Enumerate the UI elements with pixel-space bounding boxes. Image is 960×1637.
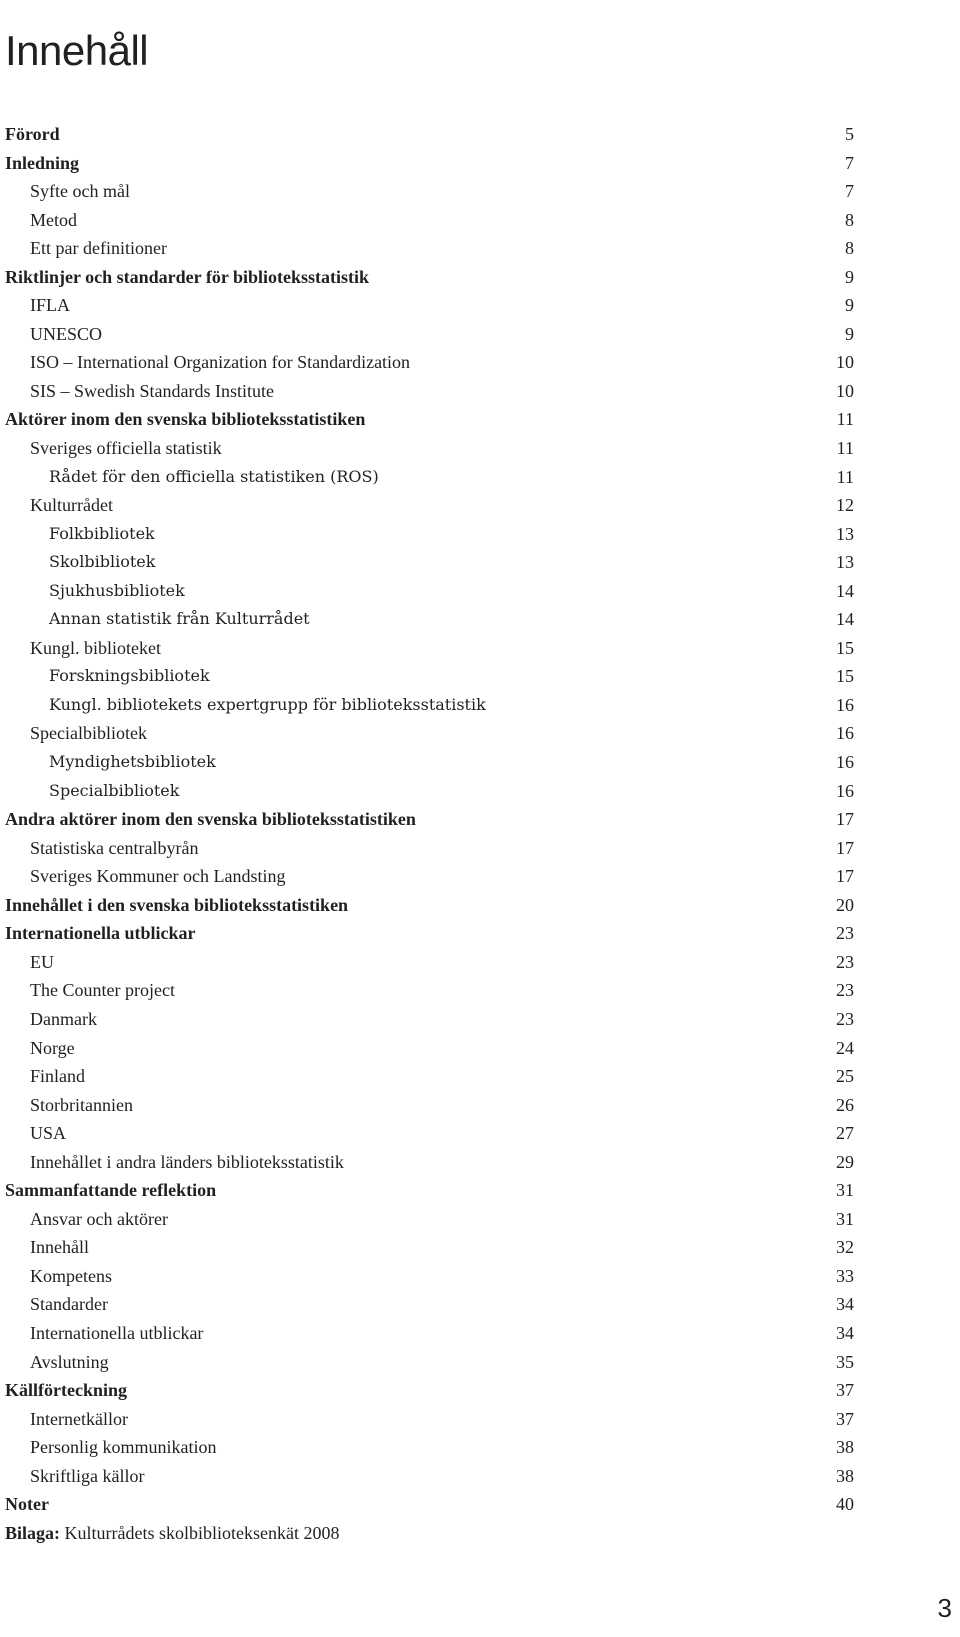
toc-entry-page: 11 xyxy=(836,409,854,430)
toc-entry-page: 10 xyxy=(836,352,854,373)
toc-entry-page: 17 xyxy=(836,809,854,830)
toc-entry-title: Kungl. bibliotekets expertgrupp för biblioteksstatistik xyxy=(49,694,486,714)
toc-entry xyxy=(0,1290,960,1319)
toc-entry-title: Sjukhusbibliotek xyxy=(49,580,185,600)
toc-entry-title: Aktörer inom den svenska biblioteksstatistiken xyxy=(5,409,366,430)
toc-entry-page: 29 xyxy=(836,1151,854,1172)
toc-entry-page: 9 xyxy=(845,295,854,316)
toc-entry xyxy=(0,1319,960,1348)
toc-entry xyxy=(0,434,960,463)
toc-entry-title: Specialbibliotek xyxy=(49,780,180,800)
toc-entry xyxy=(0,1348,960,1377)
toc-entry-title: Noter xyxy=(5,1494,49,1515)
toc-entry-title: SIS – Swedish Standards Institute xyxy=(30,380,275,401)
toc-entry-title: Forskningsbibliotek xyxy=(49,666,210,686)
toc-entry-title: Avslutning xyxy=(30,1351,109,1372)
toc-entry-page: 16 xyxy=(836,752,854,773)
toc-entry-title: Statistiska centralbyrån xyxy=(30,837,199,858)
toc-entry xyxy=(0,1490,960,1519)
toc-entry-page: 34 xyxy=(836,1322,854,1343)
toc-entry xyxy=(0,948,960,977)
toc-entry xyxy=(0,691,960,720)
toc-entry-title: Sveriges officiella statistik xyxy=(30,438,222,459)
toc-entry-title: Specialbibliotek xyxy=(30,723,147,744)
toc-entry-title: Förord xyxy=(5,124,60,144)
toc-entry-page: 40 xyxy=(836,1494,854,1515)
appendix-text: Kulturrådets skolbiblioteksenkät 2008 xyxy=(60,1522,340,1543)
page-number: 3 xyxy=(937,1593,952,1623)
toc-entry-page: 8 xyxy=(845,209,854,230)
toc-entry-page: 37 xyxy=(836,1408,854,1429)
toc-entry-page: 16 xyxy=(836,723,854,744)
toc-entry-title: Ansvar och aktörer xyxy=(30,1208,168,1229)
toc-entry-page: 11 xyxy=(836,438,854,459)
table-of-contents xyxy=(0,120,960,1547)
toc-entry xyxy=(0,1433,960,1462)
toc-entry xyxy=(0,149,960,178)
toc-entry-page: 32 xyxy=(836,1237,854,1258)
toc-entry xyxy=(0,520,960,549)
toc-entry-title: Internationella utblickar xyxy=(30,1322,204,1343)
toc-entry xyxy=(0,1148,960,1177)
toc-entry-title: Personlig kommunikation xyxy=(30,1437,217,1458)
toc-entry-title: Metod xyxy=(30,209,77,230)
toc-entry-page: 23 xyxy=(836,980,854,1001)
toc-entry-page: 17 xyxy=(836,866,854,887)
toc-entry xyxy=(0,377,960,406)
toc-entry-title: Standarder xyxy=(30,1294,108,1315)
toc-entry xyxy=(0,834,960,863)
toc-entry-title: USA xyxy=(30,1123,67,1144)
toc-entry-title: Kulturrådet xyxy=(30,495,113,516)
toc-entry xyxy=(0,805,960,834)
toc-entry-title: Annan statistik från Kulturrådet xyxy=(49,609,310,629)
toc-entry-title: Syfte och mål xyxy=(30,181,130,202)
toc-entry xyxy=(0,1233,960,1262)
toc-entry xyxy=(0,463,960,492)
toc-entry-page: 37 xyxy=(836,1380,854,1401)
toc-appendix-entry xyxy=(0,1519,960,1548)
page-title: Innehåll xyxy=(5,27,149,75)
toc-entry xyxy=(0,1376,960,1405)
toc-entry-title: Internetkällor xyxy=(30,1408,128,1429)
toc-entry xyxy=(0,1462,960,1491)
toc-entry-title: Norge xyxy=(30,1037,75,1058)
toc-entry xyxy=(0,263,960,292)
toc-entry-title: Sammanfattande reflektion xyxy=(5,1180,217,1201)
appendix-label: Bilaga: xyxy=(5,1522,61,1543)
toc-entry-page: 31 xyxy=(836,1208,854,1229)
toc-entry xyxy=(0,634,960,663)
toc-entry-title: IFLA xyxy=(30,295,70,316)
toc-entry-page: 20 xyxy=(836,894,854,915)
toc-entry-title: Internationella utblickar xyxy=(5,923,196,944)
toc-entry-title: Innehåll xyxy=(30,1237,89,1258)
toc-entry-title: Myndighetsbibliotek xyxy=(49,752,216,772)
toc-entry-title: Skriftliga källor xyxy=(30,1465,145,1486)
toc-entry-page: 33 xyxy=(836,1265,854,1286)
toc-entry xyxy=(0,1176,960,1205)
toc-entry-page: 13 xyxy=(836,552,854,573)
toc-entry-page: 10 xyxy=(836,380,854,401)
toc-entry-page: 23 xyxy=(836,951,854,972)
toc-entry xyxy=(0,491,960,520)
toc-entry xyxy=(0,405,960,434)
toc-entry xyxy=(0,605,960,634)
toc-entry-page: 9 xyxy=(845,323,854,344)
toc-entry xyxy=(0,234,960,263)
toc-entry xyxy=(0,1005,960,1034)
toc-entry xyxy=(0,577,960,606)
toc-entry-page: 14 xyxy=(836,580,854,601)
toc-entry-title: Sveriges Kommuner och Landsting xyxy=(30,866,286,887)
toc-entry-page: 9 xyxy=(845,266,854,287)
toc-entry-page: 13 xyxy=(836,523,854,544)
toc-entry xyxy=(0,177,960,206)
toc-entry xyxy=(0,719,960,748)
toc-entry-title: Danmark xyxy=(30,1008,97,1029)
toc-entry-page: 26 xyxy=(836,1094,854,1115)
toc-entry xyxy=(0,1405,960,1434)
toc-entry xyxy=(0,1091,960,1120)
toc-entry-title: Skolbibliotek xyxy=(49,552,156,572)
toc-entry xyxy=(0,748,960,777)
toc-entry xyxy=(0,1119,960,1148)
toc-entry xyxy=(0,1262,960,1291)
toc-entry-page: 12 xyxy=(836,495,854,516)
toc-entry-title: Källförteckning xyxy=(5,1380,127,1401)
toc-entry-page: 23 xyxy=(836,923,854,944)
toc-entry-title: Storbritannien xyxy=(30,1094,133,1115)
toc-entry-page: 38 xyxy=(836,1437,854,1458)
toc-entry-page: 15 xyxy=(836,637,854,658)
toc-entry xyxy=(0,120,960,149)
toc-entry-page: 11 xyxy=(836,466,854,487)
toc-entry xyxy=(0,777,960,806)
toc-entry-page: 7 xyxy=(845,181,854,202)
toc-entry xyxy=(0,348,960,377)
toc-entry-page: 31 xyxy=(836,1180,854,1201)
toc-entry-title: Rådet för den officiella statistiken (ROS) xyxy=(49,466,379,486)
toc-entry xyxy=(0,919,960,948)
toc-entry-title: The Counter project xyxy=(30,980,175,1001)
toc-entry-title: Riktlinjer och standarder för biblioteksstatistik xyxy=(5,266,370,287)
toc-entry xyxy=(0,548,960,577)
toc-entry xyxy=(0,1205,960,1234)
toc-entry-page: 7 xyxy=(845,152,854,173)
toc-entry-page: 24 xyxy=(836,1037,854,1058)
toc-entry xyxy=(0,662,960,691)
toc-entry-page: 16 xyxy=(836,780,854,801)
toc-entry-page: 16 xyxy=(836,694,854,715)
toc-entry-page: 14 xyxy=(836,609,854,630)
toc-entry xyxy=(0,862,960,891)
toc-entry-page: 35 xyxy=(836,1351,854,1372)
toc-entry-title: Innehållet i andra länders biblioteksstatistik xyxy=(30,1151,344,1172)
toc-entry-title: Innehållet i den svenska biblioteksstatistiken xyxy=(5,894,349,915)
toc-entry xyxy=(0,291,960,320)
toc-entry-page: 8 xyxy=(845,238,854,259)
toc-entry xyxy=(0,976,960,1005)
toc-entry xyxy=(0,206,960,235)
toc-entry-page: 15 xyxy=(836,666,854,687)
toc-entry-title: Kompetens xyxy=(30,1265,112,1286)
toc-entry-page: 38 xyxy=(836,1465,854,1486)
toc-entry-page: 5 xyxy=(845,124,854,144)
toc-entry-page: 17 xyxy=(836,837,854,858)
toc-entry-page: 23 xyxy=(836,1008,854,1029)
toc-entry-title: ISO – International Organization for Standardization xyxy=(30,352,411,373)
toc-entry-title: Inledning xyxy=(5,152,80,173)
toc-entry-title: Folkbibliotek xyxy=(49,523,155,543)
toc-entry xyxy=(0,1062,960,1091)
toc-entry-title xyxy=(5,1519,339,1548)
toc-entry-title: EU xyxy=(30,951,54,972)
toc-entry-page: 27 xyxy=(836,1123,854,1144)
toc-entry xyxy=(0,891,960,920)
toc-entry-page: 34 xyxy=(836,1294,854,1315)
toc-entry-title: Kungl. biblioteket xyxy=(30,637,161,658)
toc-entry-page: 25 xyxy=(836,1066,854,1087)
toc-entry xyxy=(0,320,960,349)
toc-entry-title: UNESCO xyxy=(30,323,103,344)
toc-entry xyxy=(0,1034,960,1063)
toc-entry-title: Ett par definitioner xyxy=(30,238,167,259)
toc-entry-title: Finland xyxy=(30,1066,86,1087)
toc-entry-title: Andra aktörer inom den svenska biblioteksstatistiken xyxy=(5,809,416,830)
